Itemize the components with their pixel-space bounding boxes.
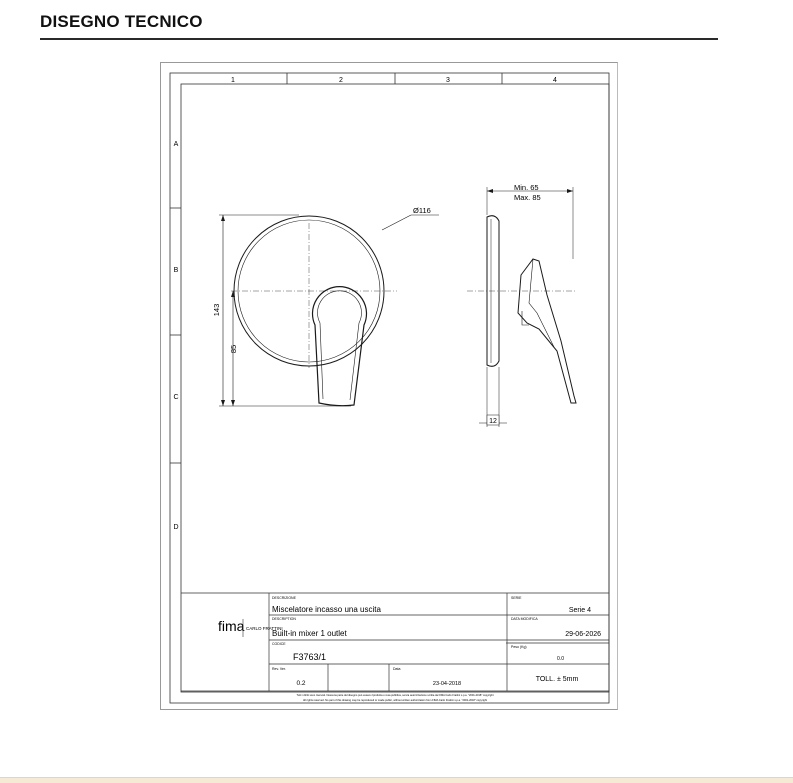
row-label-a: A (173, 141, 179, 148)
col-label-3: 3 (446, 77, 450, 84)
technical-drawing-sheet (160, 62, 618, 710)
footer-band (0, 777, 793, 783)
field-tolerance: TOLL. ± 5mm (535, 676, 579, 683)
field-descrizione: Miscelatore incasso una uscita (272, 605, 381, 614)
row-label-d: D (173, 524, 179, 531)
dim-plate-thickness: 12 (489, 418, 497, 425)
page-title: DISEGNO TECNICO (40, 12, 203, 31)
field-codice: F3763/1 (293, 652, 327, 662)
dim-depth-min: Min. 65 (514, 183, 539, 192)
dim-height-total: 143 (212, 303, 221, 317)
copyright-it: Tutti i diritti sono riservati. Nessuna parte del disegno può essere riprodotta o resa pubblica, senza autorizzazione scritta da FIMA Carlo Frattini s.p.a. "2001-2018" copyright (296, 694, 494, 697)
field-data-modifica: 29-06-2026 (565, 631, 601, 638)
side-view (467, 187, 576, 427)
col-label-2: 2 (339, 77, 343, 84)
label-peso: Peso (Kg) (511, 645, 527, 649)
outer-frame (170, 73, 609, 703)
field-data: 23-04-2018 (432, 681, 462, 687)
label-rev: Rev. Ver. (272, 667, 286, 671)
label-serie: SERIE (511, 596, 522, 600)
row-label-b: B (173, 267, 179, 274)
field-description: Built-in mixer 1 outlet (272, 629, 347, 638)
field-peso: 0.0 (557, 656, 564, 662)
row-label-c: C (173, 394, 179, 401)
label-description: DESCRIPTION (272, 617, 296, 621)
inner-frame (181, 84, 609, 692)
title-divider (40, 38, 718, 40)
company-logo-sub: CARLO FRATTINI (246, 626, 283, 631)
dim-height-center: 85 (229, 344, 238, 354)
field-rev: 0.2 (296, 680, 306, 687)
copyright-en: All rights reserved. No part of this drawing may be reproduced or made public, without written authorization from FIMA Carlo Frattini s.p.a. "2001-2018" copyright (302, 699, 488, 702)
field-serie: Serie 4 (568, 607, 591, 614)
dim-depth-max: Max. 85 (514, 193, 541, 202)
lever-side (518, 259, 576, 403)
col-label-4: 4 (553, 77, 557, 84)
technical-drawing (161, 63, 619, 711)
front-view (219, 215, 439, 406)
company-logo: fima (218, 618, 245, 634)
label-descrizione: DESCRIZIONE (272, 596, 296, 600)
label-data-modifica: DATA MODIFICA (511, 617, 538, 621)
label-codice: CODICE (272, 642, 286, 646)
dim-diameter: Ø116 (413, 206, 431, 215)
col-label-1: 1 (231, 77, 235, 84)
lever-outline (313, 287, 367, 406)
label-data: Data (393, 667, 401, 671)
